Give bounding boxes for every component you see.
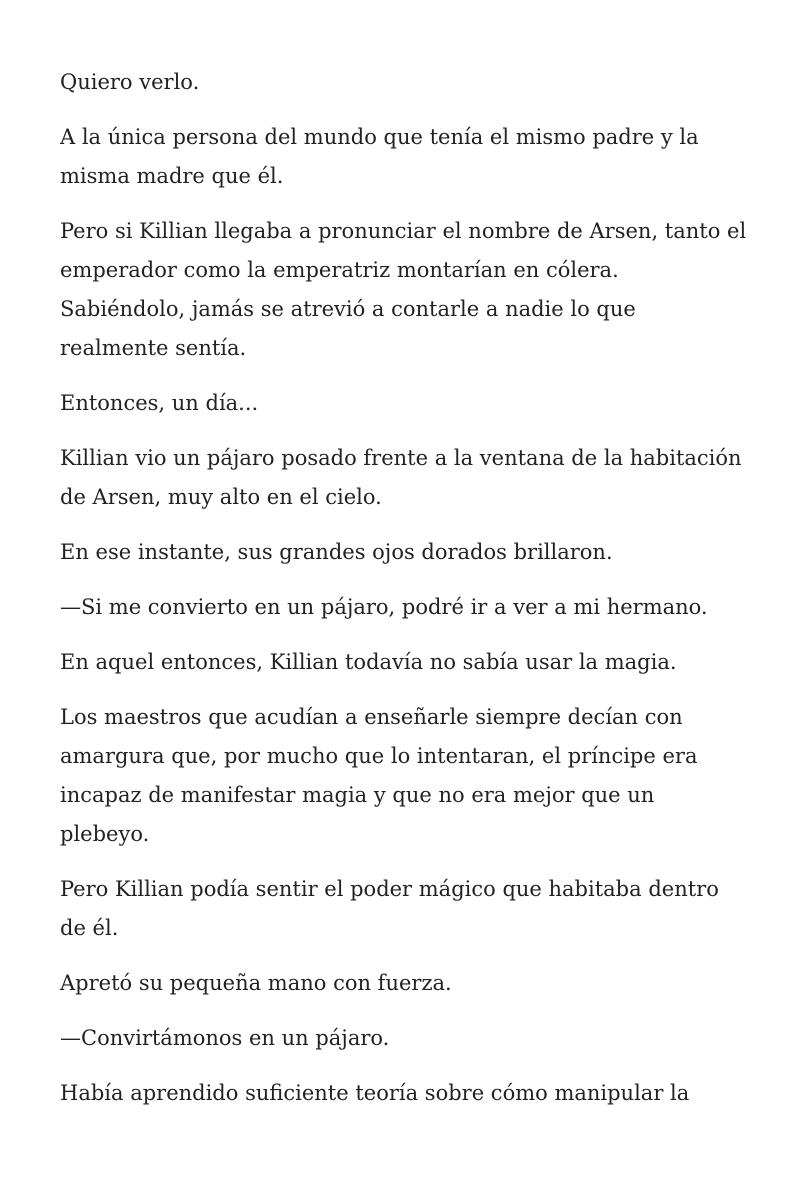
paragraph: —Si me convierto en un pájaro, podré ir a ver a mi hermano. — [60, 595, 708, 619]
reading-page — [60, 63, 750, 1129]
paragraph: Había aprendido suficiente teoría sobre cómo manipular la — [60, 1081, 690, 1105]
paragraph: Entonces, un día... — [60, 391, 259, 415]
paragraph: Pero Killian podía sentir el poder mágico que habitaba dentro de él. — [60, 877, 719, 940]
paragraph: Los maestros que acudían a enseñarle siempre decían con amargura que, por mucho que lo intentaran, el príncipe era incapaz de manifestar magia y que no era mejor que un plebeyo. — [60, 705, 698, 846]
paragraph: En aquel entonces, Killian todavía no sabía usar la magia. — [60, 650, 677, 674]
paragraph: Pero si Killian llegaba a pronunciar el nombre de Arsen, tanto el emperador como la emperatriz montarían en cólera. Sabiéndolo, jamás se atrevió a contarle a nadie lo que realmente sentía. — [60, 219, 747, 360]
paragraph: A la única persona del mundo que tenía el mismo padre y la misma madre que él. — [60, 125, 699, 188]
paragraph: Apretó su pequeña mano con fuerza. — [60, 971, 452, 995]
paragraph: En ese instante, sus grandes ojos dorados brillaron. — [60, 540, 613, 564]
paragraph: —Convirtámonos en un pájaro. — [60, 1026, 390, 1050]
paragraph: Quiero verlo. — [60, 70, 200, 94]
paragraph: Killian vio un pájaro posado frente a la ventana de la habitación de Arsen, muy alto en el cielo. — [60, 446, 742, 509]
